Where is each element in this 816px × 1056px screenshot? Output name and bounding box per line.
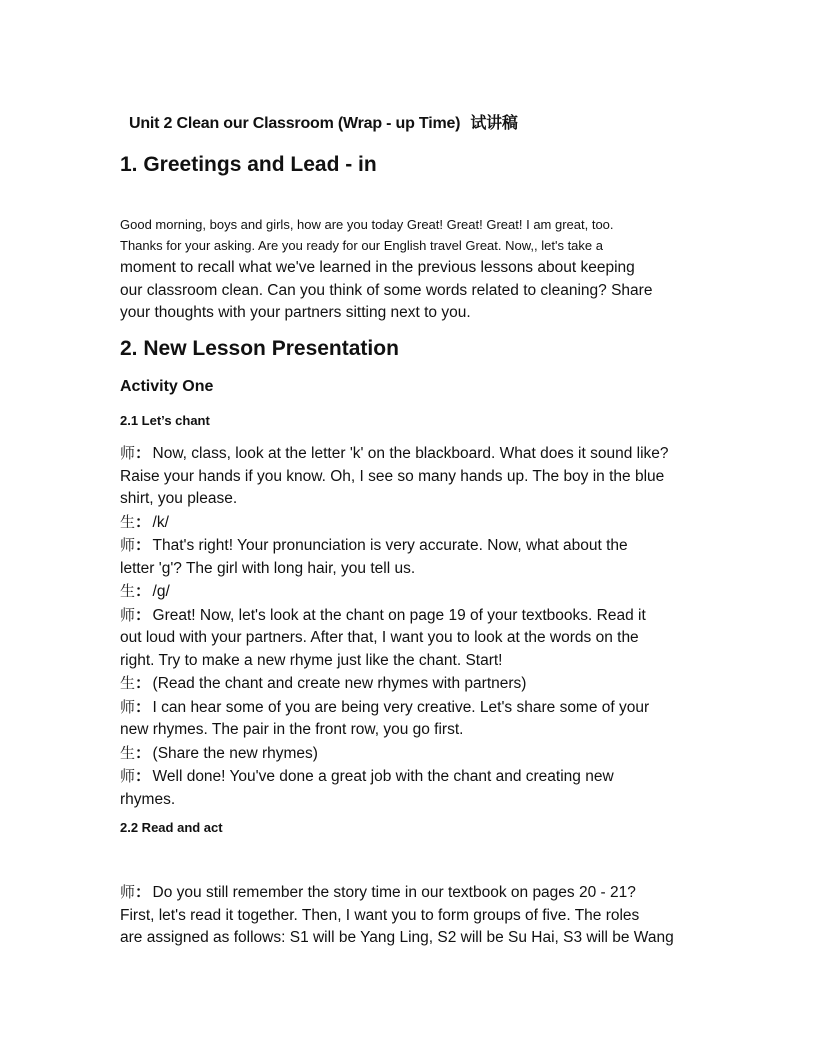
dialogue-text: out loud with your partners. After that, I want you to look at the words on the (120, 629, 639, 646)
section1-heading: 1. Greetings and Lead - in (120, 153, 377, 176)
activity-heading: Activity One (120, 378, 214, 395)
dialogue-line (120, 604, 710, 628)
teacher-speaker-label: 师 (120, 883, 136, 901)
dialogue-line (120, 511, 710, 535)
dialogue-line (120, 927, 710, 950)
speaker-colon: ： (135, 444, 151, 462)
dialogue-line (120, 905, 710, 928)
dialogue-text: Great! Now, let's look at the chant on page 19 of your textbooks. Read it (152, 606, 646, 624)
dialogue-text: letter 'g'? The girl with long hair, you tell us. (120, 559, 416, 577)
intro-small-line-2: Thanks for your asking. Are you ready for our English travel Great. Now,, let's take a (120, 238, 603, 253)
dialogue-line (120, 765, 710, 789)
dialogue-text: /g/ (152, 583, 170, 600)
dialogue-text: rhymes. (120, 790, 176, 808)
dialogue-line (120, 881, 710, 905)
speaker-colon: ： (135, 743, 151, 762)
intro-line: our classroom clean. Can you think of some words related to cleaning? Share (120, 281, 653, 299)
dialogue-text: Now, class, look at the letter 'k' on the blackboard. What does it sound like? (152, 445, 669, 462)
subsection-chant-heading: 2.1 Let’s chant (120, 413, 210, 428)
dialogue-text: (Share the new rhymes) (152, 744, 318, 762)
dialogue-text: shirt, you please. (120, 490, 238, 507)
dialogue-line (120, 580, 710, 604)
speaker-colon: ： (135, 674, 151, 692)
title-text: Unit 2 Clean our Classroom (Wrap - up Time) (129, 115, 461, 132)
speaker-colon: ： (135, 883, 151, 901)
student-speaker-label: 生 (120, 743, 136, 762)
dialogue-text: Do you still remember the story time in our textbook on pages 20 - 21? (152, 884, 636, 901)
dialogue-text: That's right! Your pronunciation is very accurate. Now, what about the (152, 537, 628, 554)
student-speaker-label: 生 (120, 512, 136, 531)
dialogue-line (120, 789, 710, 812)
dialogue-line (120, 672, 710, 696)
dialogue-line (120, 488, 710, 511)
teacher-speaker-label: 师 (120, 605, 136, 624)
intro-line: moment to recall what we've learned in the previous lessons about keeping (120, 259, 635, 276)
dialogue-text: Well done! You've done a great job with the chant and creating new (152, 768, 614, 785)
dialogue-text: are assigned as follows: S1 will be Yang Ling, S2 will be Su Hai, S3 will be Wang (120, 929, 674, 946)
dialogue-text: I can hear some of you are being very creative. Let's share some of your (152, 698, 650, 716)
dialogue-line (120, 719, 710, 742)
speaker-colon: ： (135, 605, 151, 624)
dialogue-line (120, 742, 710, 766)
student-speaker-label: 生 (120, 582, 136, 600)
dialogue-text: First, let's read it together. Then, I want you to form groups of five. The roles (120, 906, 640, 924)
speaker-colon: ： (135, 512, 151, 531)
dialogue-text: right. Try to make a new rhyme just like the chant. Start! (120, 651, 503, 669)
dialogue-line (120, 696, 710, 720)
dialogue-text: Raise your hands if you know. Oh, I see so many hands up. The boy in the blue (120, 467, 665, 485)
dialogue-line (120, 466, 710, 489)
speaker-colon: ： (135, 536, 151, 554)
section2-heading: 2. New Lesson Presentation (120, 337, 399, 360)
speaker-colon: ： (135, 767, 151, 785)
teacher-speaker-label: 师 (120, 697, 136, 716)
intro-line: your thoughts with your partners sitting next to you. (120, 304, 471, 321)
teacher-speaker-label: 师 (120, 767, 136, 785)
speaker-colon: ： (135, 697, 151, 716)
dialogue-text: new rhymes. The pair in the front row, you go first. (120, 721, 464, 738)
dialogue-chant (120, 442, 710, 811)
intro-small-line-1: Good morning, boys and girls, how are you today Great! Great! Great! I am great, too. (120, 217, 614, 232)
title-cn-text: 试讲稿 (470, 113, 518, 132)
speaker-colon: ： (135, 582, 151, 600)
dialogue-read-act (120, 881, 710, 950)
dialogue-line (120, 650, 710, 673)
dialogue-text: /k/ (152, 513, 169, 531)
dialogue-text: (Read the chant and create new rhymes with partners) (152, 675, 527, 692)
intro-paragraph (120, 257, 710, 325)
teacher-speaker-label: 师 (120, 444, 136, 462)
dialogue-line (120, 442, 710, 466)
dialogue-line (120, 534, 710, 558)
dialogue-line (120, 558, 710, 581)
subsection-read-act-heading: 2.2 Read and act (120, 820, 223, 835)
teacher-speaker-label: 师 (120, 536, 136, 554)
student-speaker-label: 生 (120, 674, 136, 692)
dialogue-line (120, 627, 710, 650)
document-title (129, 110, 518, 133)
